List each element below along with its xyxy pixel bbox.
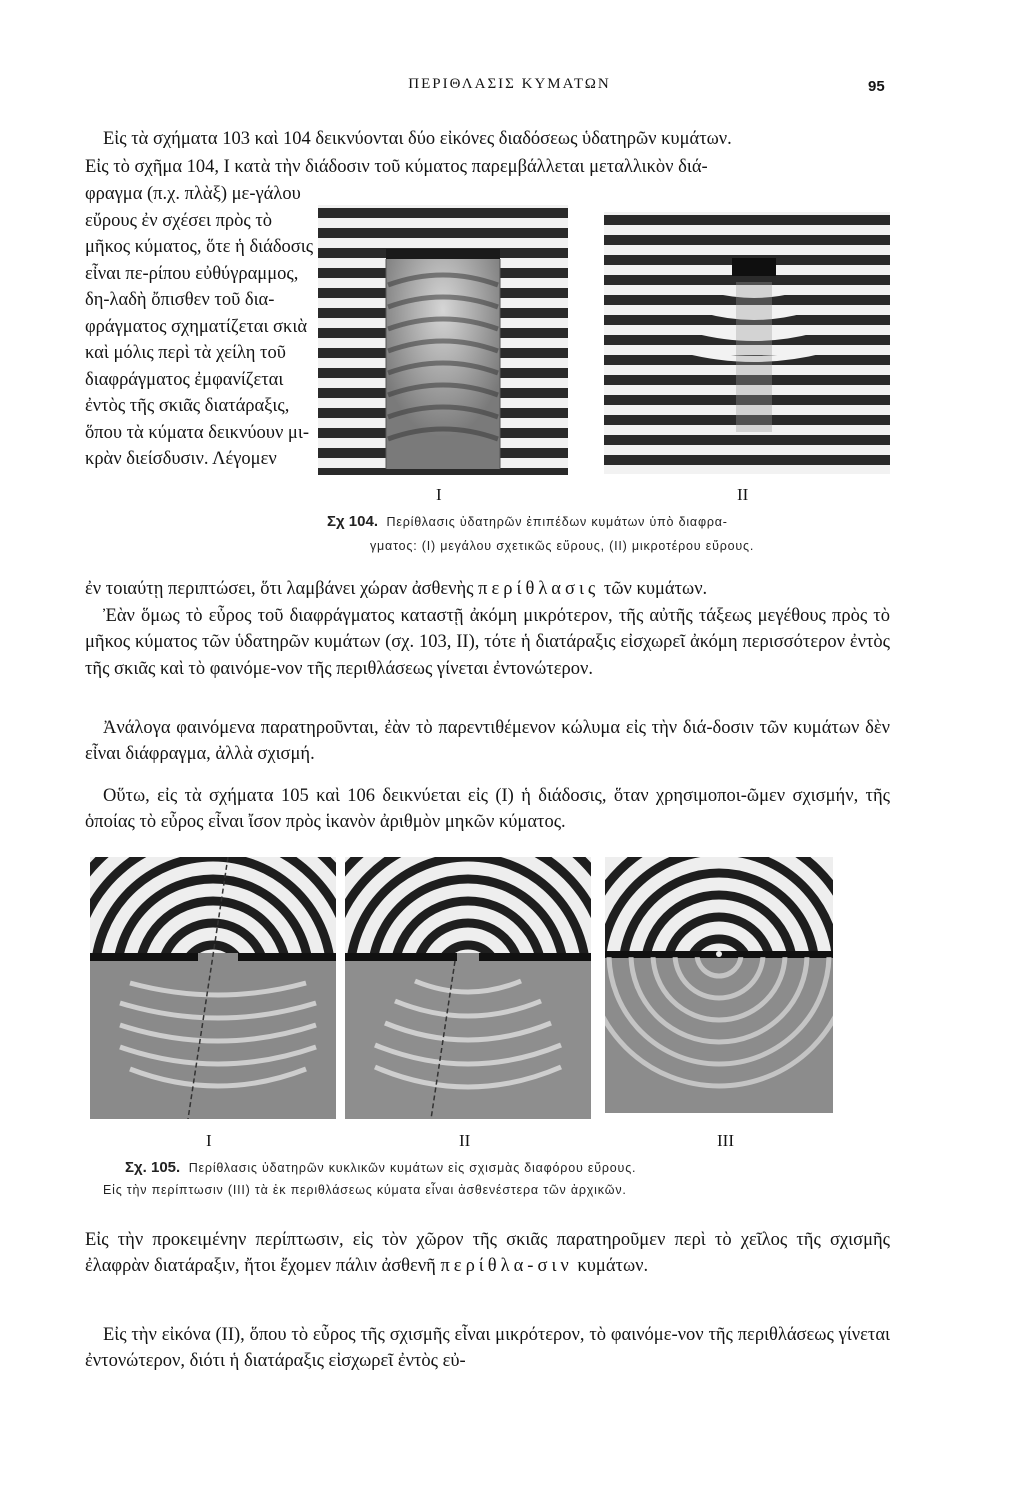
figure-105-III-photo xyxy=(605,857,833,1113)
para5-b: κυμάτων. xyxy=(572,1256,649,1277)
fig104-caption-text1: Περίθλασις ὑδατηρῶν ἐπιπέδων κυμάτων ὑπὸ διαφρα- xyxy=(386,515,728,529)
para1-line1: Εἰς τὰ σχήματα 103 καὶ 104 δεικνύονται δύο εἰκόνες διαδόσεως ὑδατηρῶν κυμάτων. xyxy=(103,129,732,149)
fig104-caption-line2: γματος: (I) μεγάλου σχετικῶς εὔρους, (II) μικροτέρου εὔρους. xyxy=(370,539,755,553)
para4: Οὕτω, εἰς τὰ σχήματα 105 καὶ 106 δεικνύεται εἰς (I) ἡ διάδοσις, ὅταν χρησιμοποι-ῶμεν σχισμήν, τῆς ὁποίας τὸ εὖρος εἶναι ἴσον πρὸς ἱκανὸν ἀριθμὸν μηκῶν κύματος. xyxy=(85,786,890,833)
page-number: 95 xyxy=(868,78,885,95)
fig104-label-I: I xyxy=(436,485,442,504)
para5-spaced: περίθλα-σιν xyxy=(440,1256,573,1277)
fig105-caption-line1 xyxy=(125,1158,636,1178)
fig105-caption-line2: Εἰς τὴν περίπτωσιν (III) τὰ ἐκ περιθλάσεως κύματα εἶναι ἀσθενέστερα τῶν ἀρχικῶν. xyxy=(103,1183,627,1197)
para6: Εἰς τὴν εἰκόνα (II), ὅπου τὸ εὖρος τῆς σχισμῆς εἶναι μικρότερον, τὸ φαινόμε-νον τῆς περιθλάσεως γίνεται ἐντονώτερον, διότι ἡ διατάραξις εἰσχωρεῖ ἐντὸς εὐ- xyxy=(85,1325,890,1372)
figure-104-II-photo xyxy=(604,212,890,474)
para5-a: Εἰς τὴν προκειμένην περίπτωσιν, εἰς τὸν χῶρον τῆς σκιᾶς παρατηροῦμεν περὶ τὸ χεῖλος τῆς σχισμῆς ἐλαφρὰν διατάραξιν, ἤτοι ἔχομεν πάλιν ἀσθενῆ xyxy=(85,1230,890,1277)
fig105-label-III: III xyxy=(717,1131,734,1150)
figure-105-II-photo xyxy=(345,857,591,1119)
fig105-label-I: I xyxy=(206,1131,212,1150)
fig105-caption-number: Σχ. 105. xyxy=(125,1159,181,1176)
para1-end-a: ἐν τοιαύτῃ περιπτώσει, ὅτι λαμβάνει χώραν ἀσθενὴς xyxy=(85,579,479,599)
para2: Ἐὰν ὅμως τὸ εὖρος τοῦ διαφράγματος καταστῇ ἀκόμη μικρότερον, τῆς αὐτῆς τάξεως μεγέθους πρὸς τὸ μῆκος κύματος τῶν ὑδατηρῶν κυμάτων (σχ. 103, II), τότε ἡ διατάραξις εἰσχωρεῖ ἀκόμη περισσότερον ἐντὸς τῆς σκιᾶς καὶ τὸ φαινόμε-νον τῆς περιθλάσεως γίνεται ἐντονώτερον. xyxy=(85,606,890,679)
para3: Ἀνάλογα φαινόμενα παρατηροῦνται, ἐὰν τὸ παρεντιθέμενον κώλυμα εἰς τὴν διά-δοσιν τῶν κυμάτων δὲν εἶναι διάφραγμα, ἀλλὰ σχισμή. xyxy=(85,718,890,765)
running-title: ΠΕΡΙΘΛΑΣΙΣ ΚΥΜΑΤΩΝ xyxy=(408,76,611,92)
fig104-caption-number: Σχ 104. xyxy=(327,513,378,530)
para1-end xyxy=(85,576,890,602)
fig104-label-II: II xyxy=(737,485,749,504)
fig105-caption-text1: Περίθλασις ὑδατηρῶν κυκλικῶν κυμάτων εἰς σχισμὰς διαφόρου εὔρους. xyxy=(188,1161,637,1175)
para5 xyxy=(85,1227,890,1280)
para1-narrow-column: φραγμα (π.χ. πλὰξ) με-γάλου εὔρους ἐν σχέσει πρὸς τὸ μῆκος κύματος, ὅτε ἡ διάδοσις εἶναι πε-ρίπου εὐθύγραμμος, δη-λαδὴ ὄπισθεν τοῦ δια-φράγματος σχηματίζεται σκιὰ καὶ μόλις περὶ τὰ χείλη τοῦ διαφράγματος ἐμφανίζεται ἐντὸς τῆς σκιᾶς διατάραξις, ὅπου τὰ κύματα δεικνύουν μι-κρὰν διείσδυσιν. Λέγομεν xyxy=(85,184,314,469)
fig105-label-II: II xyxy=(459,1131,471,1150)
figure-104-I-photo xyxy=(318,205,568,475)
fig104-caption-line1 xyxy=(327,512,728,532)
figure-105-I-photo xyxy=(90,857,336,1119)
para1-end-b: τῶν κυμάτων. xyxy=(599,579,708,599)
para1-end-spaced: περίθλασις xyxy=(478,579,600,599)
para1-line2: Εἰς τὸ σχῆμα 104, I κατὰ τὴν διάδοσιν τοῦ κύματος παρεμβάλλεται μεταλλικὸν διά- xyxy=(85,157,708,177)
